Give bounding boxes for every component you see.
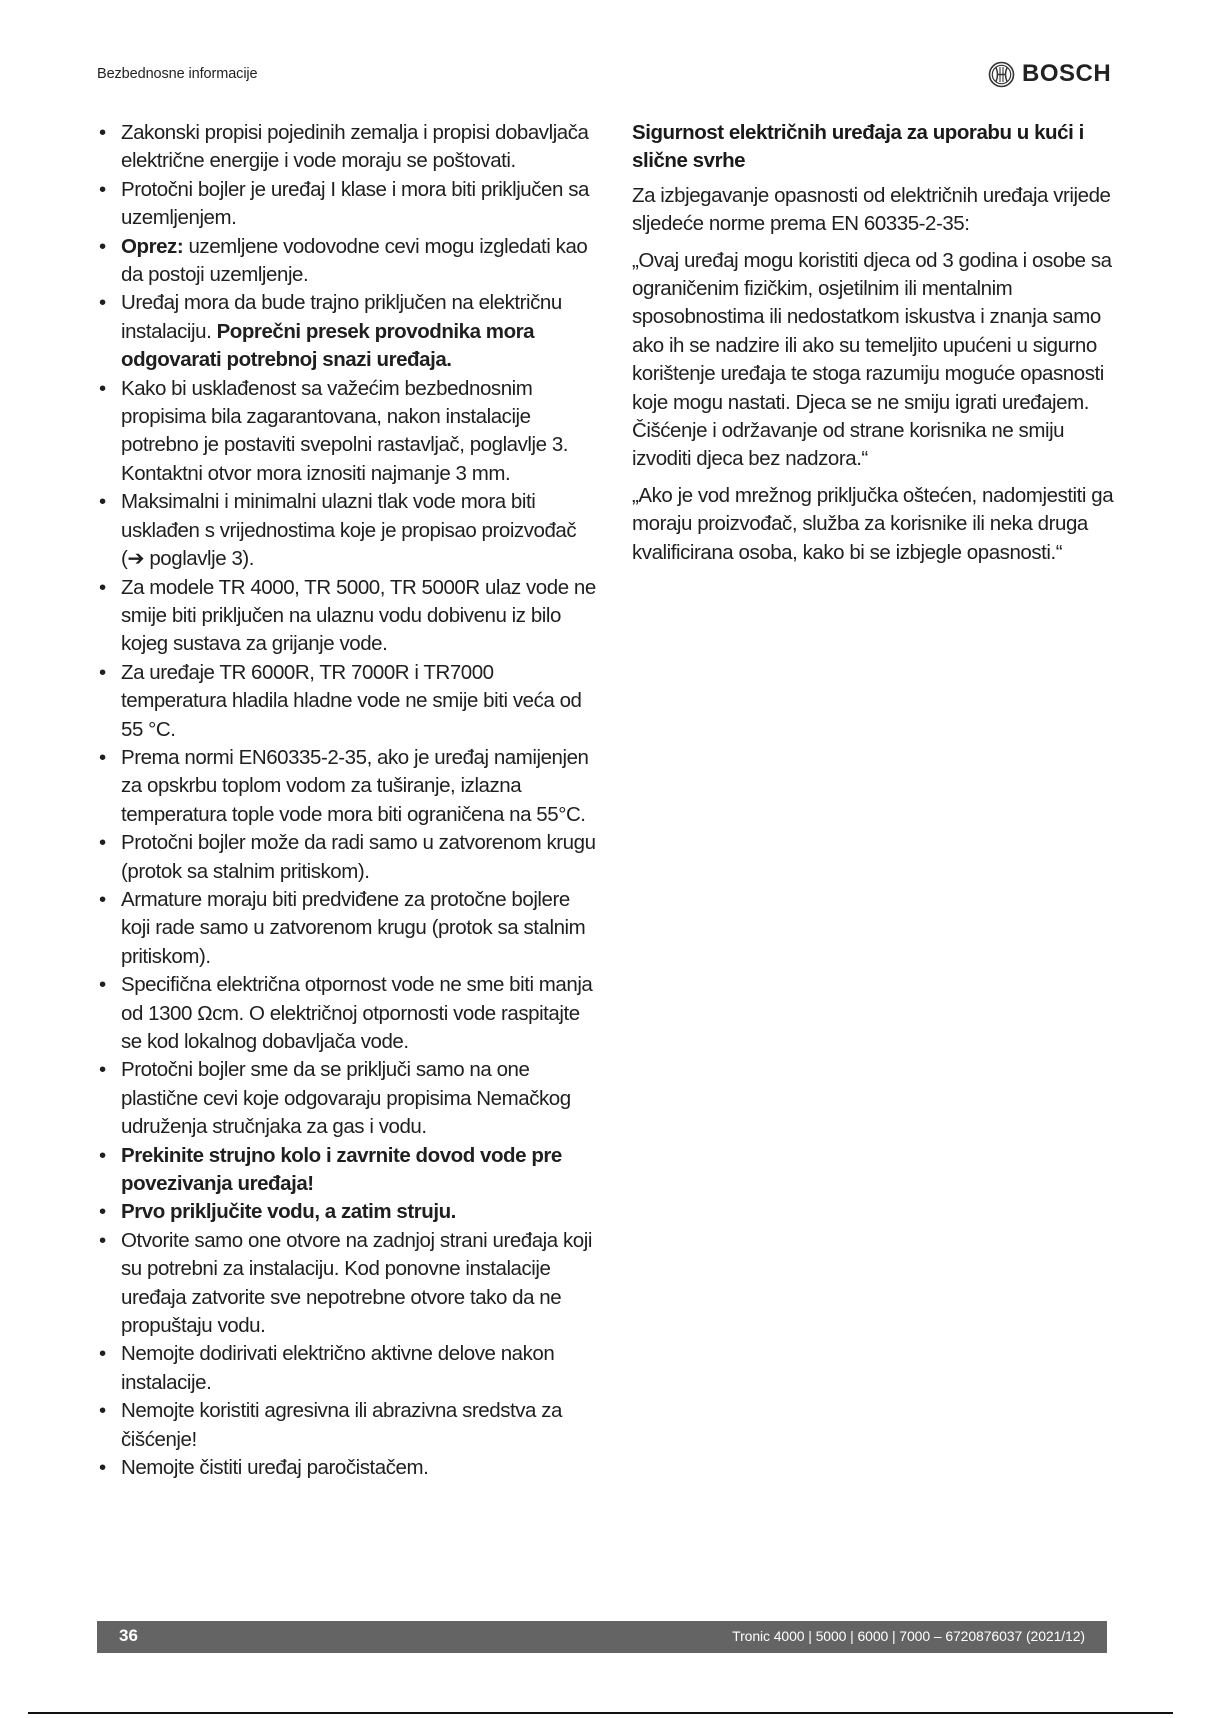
paragraph-quote-cable: „Ako je vod mrežnog priključka oštećen, nadomjestiti ga moraju proizvođač, služba za korisnike ili neka druga kvalificirana osoba, kako bi se izbjegle opasnosti.“ [632,483,1114,564]
bullet-item [99,886,599,971]
bullet-text: Protočni bojler može da radi samo u zatvorenom krugu (protok sa stalnim pritiskom). [121,831,596,883]
bullet-item [99,829,599,886]
bullet-item [99,176,599,233]
bullet-text: Zakonski propisi pojedinih zemalja i propisi dobavljača električne energije i vode moraju se poštovati. [121,121,589,173]
bullet-text: Otvorite samo one otvore na zadnjoj strani uređaja koji su potrebni za instalaciju. Kod ponovne instalacije uređaja zatvorite sve nepotrebne otvore tako da ne propuštaju vodu. [121,1228,592,1338]
logo-wordmark: BOSCH [1022,60,1112,87]
bullet-text: Za uređaje TR 6000R, TR 7000R i TR7000 temperatura hladila hladne vode ne smije biti veća od 55 °C. [121,660,582,741]
bullet-text: Uređaj mora da bude trajno priključen na električnu instalaciju. [121,291,562,343]
bullet-item [99,375,599,489]
bullet-text: Nemojte dodirivati električno aktivne delove nakon instalacije. [121,1342,555,1394]
bullet-item [99,233,599,290]
bullet-item [99,574,599,659]
bullet-text: Protočni bojler je uređaj I klase i mora biti priključen sa uzemljenjem. [121,177,589,230]
bullet-text: uzemljene vodovodne cevi mogu izgledati kao da postoji uzemljenje. [121,234,588,287]
paragraph-quote-children: „Ovaj uređaj mogu koristiti djeca od 3 godina i osobe sa ograničenim fizičkim, osjetilnim ili mentalnim sposobnostima ili nedostatkom iskustva i znanja samo ako ih se nadzire ili ako su temeljito upućeni u sigurno korištenje uređaja te stoga razumiju moguće opasnosti koje mogu nastati. Djeca se ne smiju igrati uređajem. Čišćenje i održavanje od strane korisnika ne smiju izvoditi djeca bez nadzora.“ [632,248,1112,471]
bullet-text: Maksimalni i minimalni ulazni tlak vode mora biti usklađen s vrijednostima koje je propisao proizvođač (➔ poglavlje 3). [121,490,577,571]
bullet-item [99,744,599,829]
bullet-item [99,119,599,176]
safety-bullet-list [99,119,599,1483]
brand-logo [988,60,1111,88]
paragraph-intro: Za izbjegavanje opasnosti od električnih uređaja vrijede sljedeće norme prema EN 60335-2-35: [632,183,1111,236]
page-number: 36 [119,1626,138,1645]
bullet-text: Armature moraju biti predviđene za protočne bojlere koji rade samo u zatvorenom krugu (protok sa stalnim pritiskom). [121,887,586,968]
section-heading: Sigurnost električnih uređaja za uporabu u kući i slične svrhe [632,121,1084,173]
bullet-text: Za modele TR 4000, TR 5000, TR 5000R ulaz vode ne smije biti priključen na ulaznu vodu dobivenu iz bilo kojeg sustava za grijanje vode. [121,575,596,656]
bullet-text: Prema normi EN60335-2-35, ako je uređaj namijenjen za opskrbu toplom vodom za tuširanje, izlazna temperatura tople vode mora biti ograničena na 55°C. [121,745,589,826]
left-column [99,119,599,1483]
footer-bar [97,1621,1107,1653]
bullet-item [99,971,599,1056]
bullet-text: Protočni bojler sme da se priključi samo na one plastične cevi koje odgovaraju propisima Nemačkog udruženja stručnjaka za gas i vodu. [121,1058,571,1139]
bottom-rule [28,1712,1173,1714]
bullet-item [99,289,599,374]
right-column [632,119,1122,575]
bullet-item [99,1227,599,1341]
bullet-text: Nemojte čistiti uređaj paročistačem. [121,1456,429,1480]
bullet-bold-text: Prvo priključite vodu, a zatim struju. [121,1200,456,1224]
bullet-item [99,1340,599,1397]
bullet-bold-text: Poprečni presek provodnika mora odgovarati potrebnoj snazi uređaja. [121,319,535,372]
bullet-item [99,1142,599,1199]
bullet-bold-text: Oprez: [121,234,184,258]
bullet-text: Nemojte koristiti agresivna ili abrazivna sredstva za čišćenje! [121,1399,563,1451]
bullet-item [99,1056,599,1141]
bullet-item [99,659,599,744]
bullet-item [99,1198,599,1226]
bullet-text: Kako bi usklađenost sa važećim bezbednosnim propisima bila zagarantovana, nakon instalacije potrebno je postaviti svepolni rastavljač, poglavlje 3. Kontaktni otvor mora iznositi najmanje 3 mm. [121,376,569,485]
bullet-bold-text: Prekinite strujno kolo i zavrnite dovod vode pre povezivanja uređaja! [121,1143,562,1196]
document-reference: Tronic 4000 | 5000 | 6000 | 7000 – 6720876037 (2021/12) [732,1628,1085,1644]
running-header: Bezbednosne informacije [97,66,258,82]
bullet-item [99,1454,599,1482]
bullet-text: Specifična električna otpornost vode ne sme biti manja od 1300 Ωcm. O električnoj otpornosti vode raspitajte se kod lokalnog dobavljača vode. [121,973,593,1053]
bosch-armature-icon [988,61,1015,88]
bullet-item [99,1397,599,1454]
bullet-item [99,488,599,573]
